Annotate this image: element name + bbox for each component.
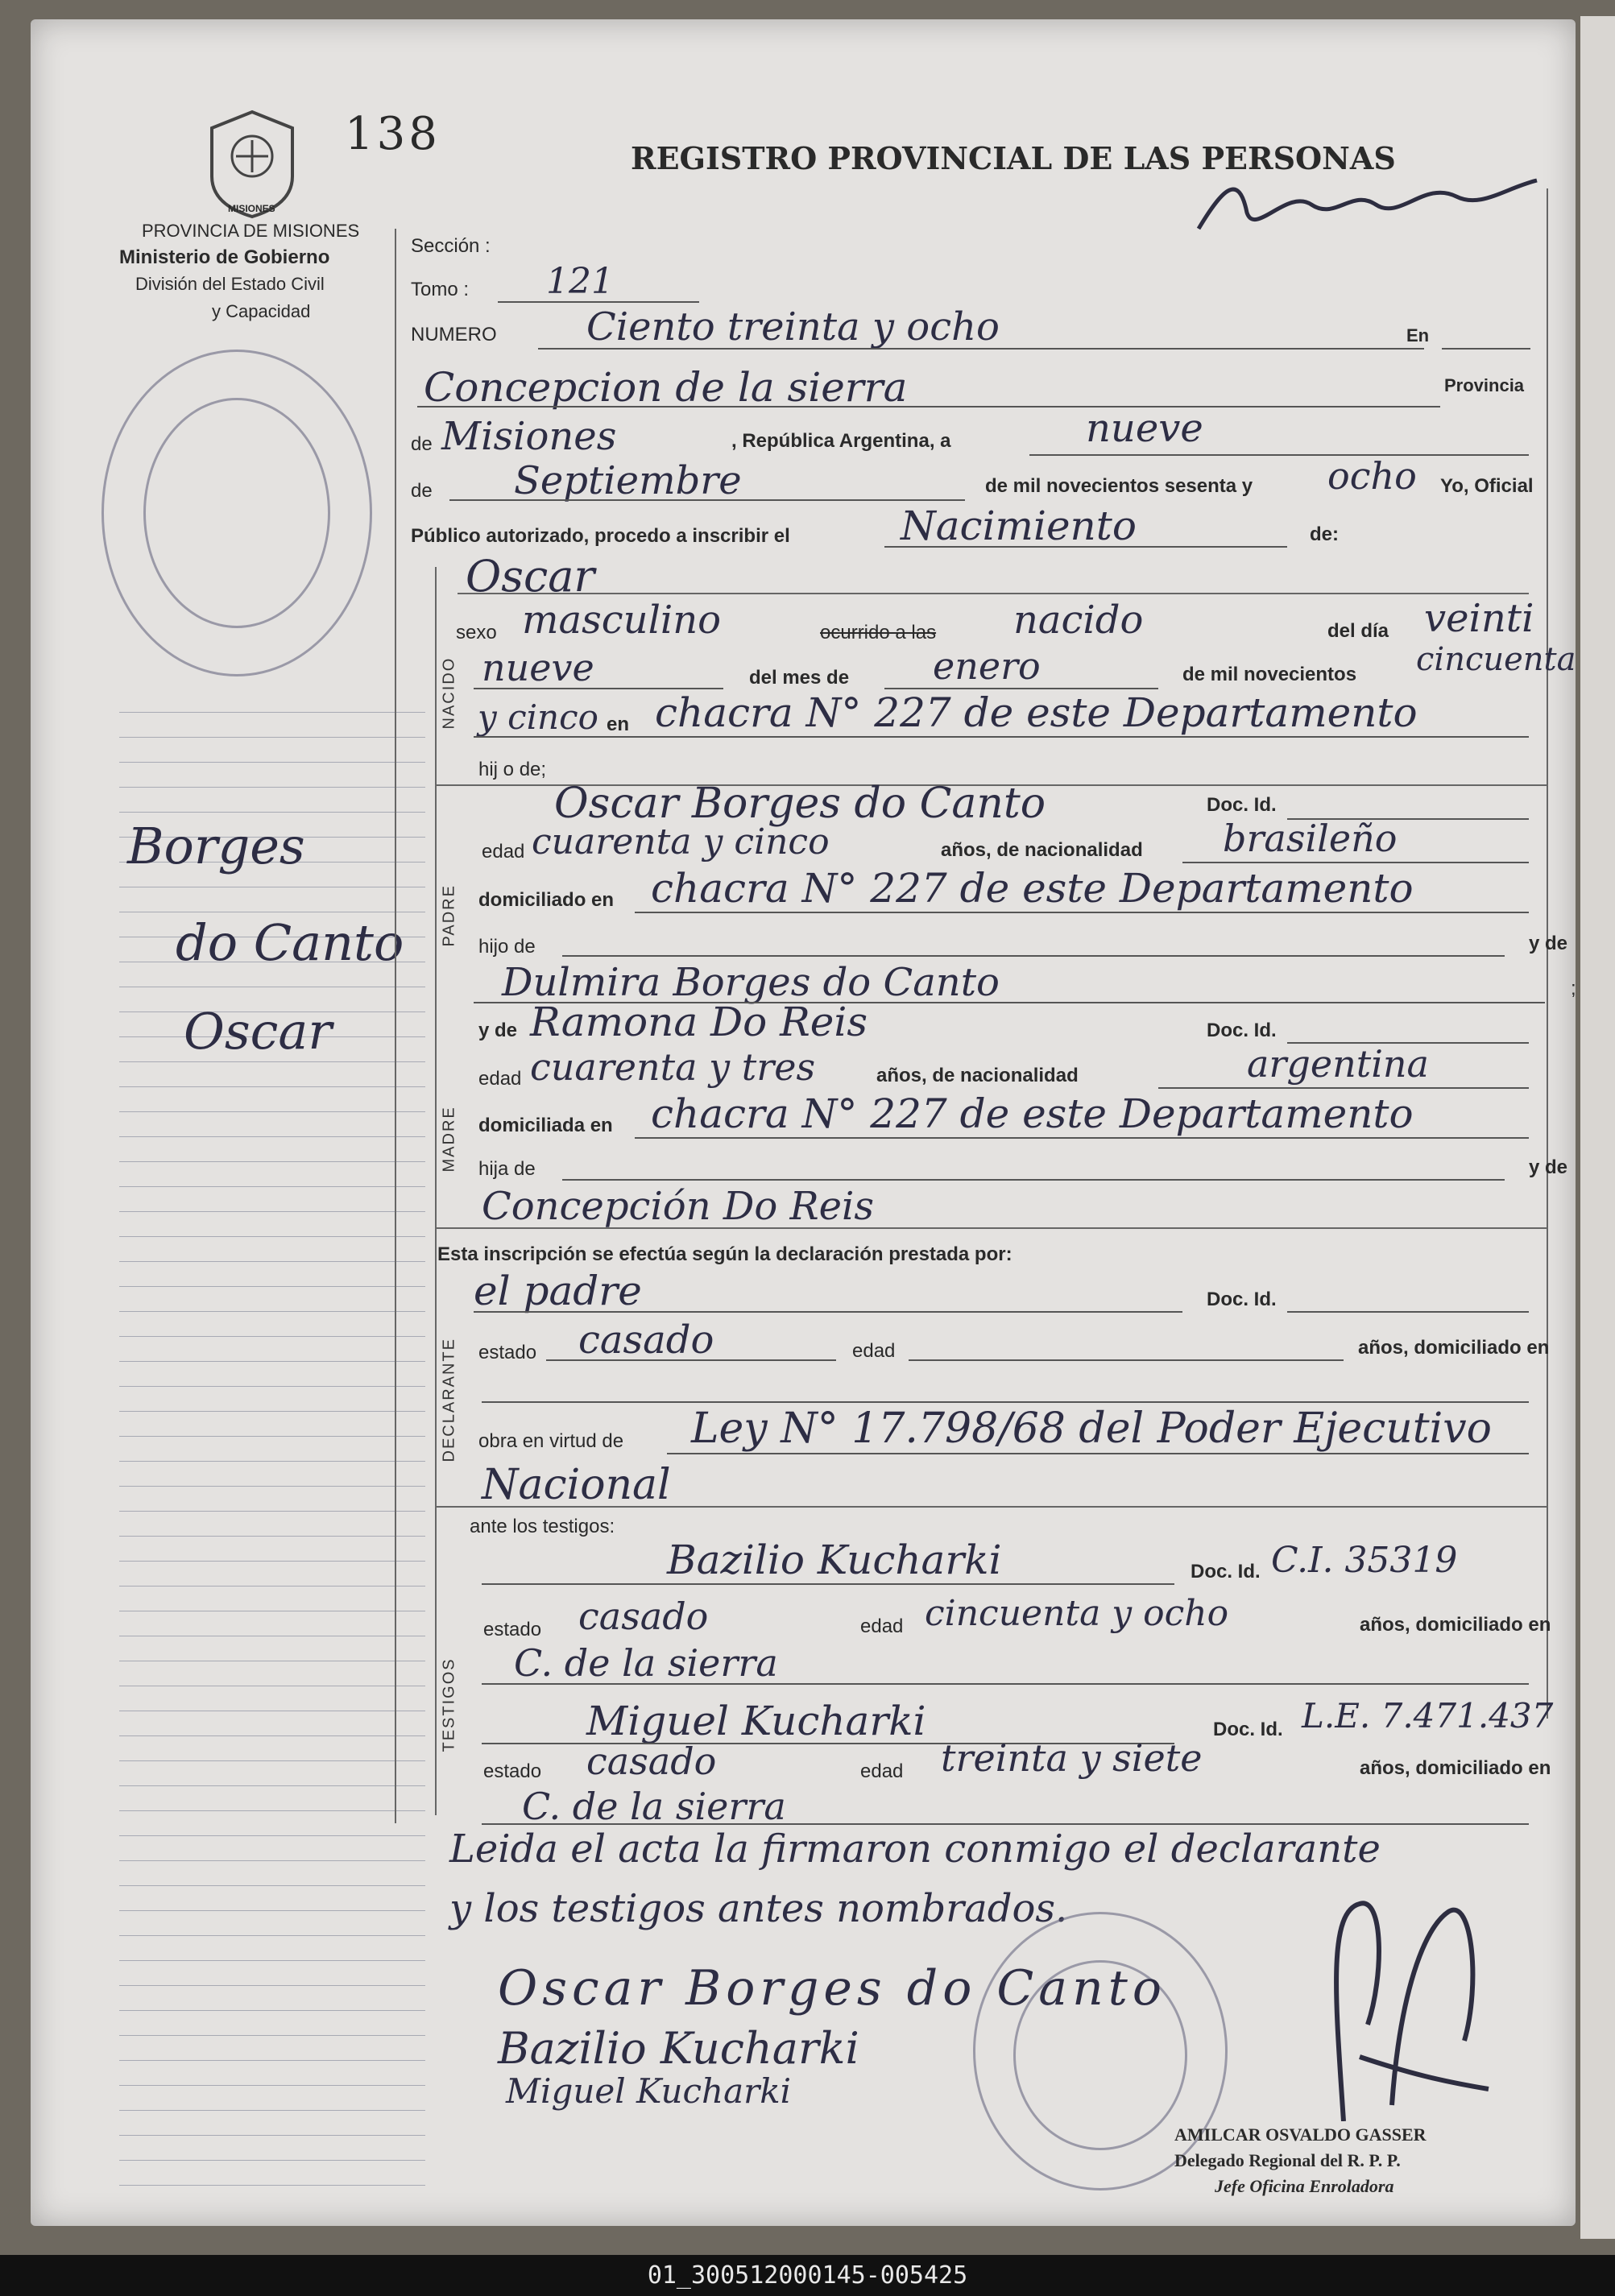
margin-rule-line xyxy=(119,2160,425,2161)
father-name: Oscar Borges do Canto xyxy=(554,780,1046,828)
declarant-estado: casado xyxy=(578,1318,714,1363)
ocurrido-label: ocurrido a las xyxy=(820,622,937,643)
margin-rule-line xyxy=(119,2185,425,2186)
nacido-section-label: NACIDO xyxy=(440,656,458,730)
en-line xyxy=(1442,348,1530,350)
declarant-dom-line xyxy=(482,1401,1529,1403)
margin-rule-line xyxy=(119,1935,425,1936)
margin-rule-line xyxy=(119,1236,425,1237)
witness2-edad-label: edad xyxy=(860,1760,904,1782)
margin-rule-line xyxy=(119,1885,425,1886)
margin-rule-line xyxy=(119,1960,425,1961)
year-label: de mil novecientos sesenta y xyxy=(985,475,1253,497)
official-name: AMILCAR OSVALDO GASSER xyxy=(1174,2124,1427,2145)
margin-rule-line xyxy=(119,1586,425,1587)
declarante-bottom-line xyxy=(435,1506,1547,1508)
birth-place: chacra N° 227 de este Departamento xyxy=(655,689,1418,736)
witness1-edad: cincuenta y ocho xyxy=(925,1593,1229,1634)
father-nac-line xyxy=(1182,862,1529,863)
margin-rule-line xyxy=(119,1910,425,1911)
declarant-doc-label: Doc. Id. xyxy=(1207,1289,1277,1310)
witness2-dom-line xyxy=(482,1823,1529,1825)
province-emblem xyxy=(204,108,300,221)
del-dia-label: del día xyxy=(1327,620,1389,642)
witness2-anios-label: años, domiciliado en xyxy=(1360,1757,1551,1779)
declarant-anios-label: años, domiciliado en xyxy=(1358,1337,1550,1359)
mother-nac-label: años, de nacionalidad xyxy=(876,1065,1079,1086)
declarant-estado-line xyxy=(546,1359,836,1361)
birth-place-line xyxy=(474,736,1529,738)
declarant-doc-line xyxy=(1287,1311,1529,1313)
signature-official xyxy=(1311,1880,1529,2121)
tomo-line xyxy=(498,301,699,303)
father-semicolon: ; xyxy=(1571,978,1576,999)
margin-rule-line xyxy=(119,2035,425,2036)
de-colon-label: de: xyxy=(1310,523,1339,545)
testigos-section-label: TESTIGOS xyxy=(440,1657,458,1752)
margin-rule-line xyxy=(119,1835,425,1836)
mother-parent: Concepción Do Reis xyxy=(482,1184,875,1229)
declarant-estado-label: estado xyxy=(478,1342,537,1363)
witness1-name: Bazilio Kucharki xyxy=(667,1537,1002,1583)
father-dom-line xyxy=(635,912,1529,913)
mother-nac-line xyxy=(1158,1087,1529,1089)
month-line xyxy=(449,499,965,501)
month-value: Septiembre xyxy=(514,458,742,503)
margin-rule-line xyxy=(119,1311,425,1312)
madre-bottom-line xyxy=(435,1227,1547,1229)
margin-rule-line xyxy=(119,1386,425,1387)
witness1-dom: C. de la sierra xyxy=(514,1641,778,1685)
margin-rule-line xyxy=(119,1111,425,1112)
margin-rule-line xyxy=(119,712,425,713)
witness1-anios-label: años, domiciliado en xyxy=(1360,1614,1551,1636)
numero-label: NUMERO xyxy=(411,324,497,345)
margin-surname-1: Borges xyxy=(127,817,305,875)
file-id-caption: 01_300512000145-005425 xyxy=(0,2255,1615,2296)
witness1-edad-label: edad xyxy=(860,1615,904,1637)
mother-nationality: argentina xyxy=(1247,1042,1429,1086)
place-line xyxy=(417,406,1440,407)
mother-age: cuarenta y tres xyxy=(530,1045,816,1089)
province-name: PROVINCIA DE MISIONES xyxy=(142,221,360,241)
obra-line xyxy=(667,1453,1529,1454)
signature-top-right xyxy=(1191,156,1545,245)
anio-label: de mil novecientos xyxy=(1182,664,1357,685)
margin-rule-line xyxy=(119,1361,425,1362)
next-page-edge xyxy=(1580,16,1615,2239)
closing-line-1: Leida el acta la firmaron conmigo el declarante xyxy=(449,1826,1381,1872)
declarante-section-label: DECLARANTE xyxy=(440,1338,458,1462)
margin-rule-line xyxy=(119,737,425,738)
witness1-name-line xyxy=(482,1583,1174,1585)
provincia-label: Provincia xyxy=(1444,375,1525,395)
mother-name: Ramona Do Reis xyxy=(530,999,868,1045)
act-value: Nacimiento xyxy=(901,503,1137,549)
margin-surname-2: do Canto xyxy=(176,913,404,972)
numero-value: Ciento treinta y ocho xyxy=(586,304,1000,350)
province-value: Misiones xyxy=(441,414,617,459)
signature-declarant: Oscar Borges do Canto xyxy=(498,1960,1166,2017)
margin-rule-line xyxy=(119,1336,425,1337)
en-label: En xyxy=(1406,325,1430,345)
margin-given-name: Oscar xyxy=(184,1002,332,1061)
place-value: Concepcion de la sierra xyxy=(424,364,908,411)
ministry-name: Ministerio de Gobierno xyxy=(119,246,330,268)
birth-year-b: y cinco xyxy=(478,697,598,737)
mother-dom-line xyxy=(635,1137,1529,1139)
mother-doc-label: Doc. Id. xyxy=(1207,1020,1277,1041)
witness2-estado: casado xyxy=(586,1740,717,1783)
sexo-value: masculino xyxy=(522,598,722,643)
witness1-doc: C.I. 35319 xyxy=(1271,1540,1458,1581)
form-left-border xyxy=(395,229,396,1823)
year-value: ocho xyxy=(1327,454,1417,498)
margin-rule-line xyxy=(119,1735,425,1736)
section-left-border xyxy=(435,567,437,1815)
official-office: Jefe Oficina Enroladora xyxy=(1215,2176,1394,2196)
margin-rule-line xyxy=(119,2110,425,2111)
margin-rule-line xyxy=(119,1286,425,1287)
declarant-name-line xyxy=(474,1311,1182,1313)
witness1-doc-label: Doc. Id. xyxy=(1191,1561,1261,1582)
mother-hija-label: hija de xyxy=(478,1158,536,1180)
emblem-label: MISIONES xyxy=(228,203,275,214)
birth-day-b: nueve xyxy=(482,646,594,689)
birth-month: enero xyxy=(933,644,1041,688)
mother-hija-line xyxy=(562,1179,1505,1181)
margin-rule-line xyxy=(119,1086,425,1087)
mes-label: del mes de xyxy=(749,667,850,689)
margin-rule-line xyxy=(119,1785,425,1786)
birth-year-a: cincuenta xyxy=(1416,641,1576,678)
father-dom-label: domiciliado en xyxy=(478,889,615,911)
yo-label: Yo, Oficial xyxy=(1440,475,1534,497)
father-nac-label: años, de nacionalidad xyxy=(941,839,1143,861)
de-label: de xyxy=(411,433,433,455)
numero-line xyxy=(538,348,1424,350)
closing-line-2: y los testigos antes nombrados. xyxy=(449,1886,1068,1931)
declarante-intro: Esta inscripción se efectúa según la declaración prestada por: xyxy=(437,1243,1012,1265)
day-value: nueve xyxy=(1086,406,1203,451)
capacity-name: y Capacidad xyxy=(212,301,311,321)
margin-rule-line xyxy=(119,1461,425,1462)
page-number: 138 xyxy=(345,108,441,160)
declarant-edad-label: edad xyxy=(852,1340,896,1362)
margin-rule-line xyxy=(119,1561,425,1562)
margin-rule-line xyxy=(119,1211,425,1212)
register-page xyxy=(31,19,1576,2226)
mother-dom-label: domiciliada en xyxy=(478,1115,613,1136)
tomo-label: Tomo : xyxy=(411,279,470,300)
declarant-edad-line xyxy=(909,1359,1344,1361)
margin-rule-line xyxy=(119,1760,425,1761)
margin-rule-line xyxy=(119,1411,425,1412)
margin-rule-line xyxy=(119,1186,425,1187)
margin-rule-line xyxy=(119,2010,425,2011)
mother-yde-label-2: y de xyxy=(1529,1156,1568,1178)
father-hijo-line xyxy=(562,955,1505,957)
tomo-value: 121 xyxy=(546,261,614,302)
margin-rule-line xyxy=(119,1486,425,1487)
father-doc-label: Doc. Id. xyxy=(1207,794,1277,816)
ante-label: ante los testigos: xyxy=(470,1516,615,1537)
father-hijo-label: hijo de xyxy=(478,936,536,958)
father-age: cuarenta y cinco xyxy=(532,821,830,863)
margin-rule-line xyxy=(119,787,425,788)
sexo-label: sexo xyxy=(456,622,497,643)
margin-rule-line xyxy=(119,1436,425,1437)
witness1-estado: casado xyxy=(578,1595,709,1638)
father-yde-label: y de xyxy=(1529,933,1568,954)
publico-label: Público autorizado, procedo a inscribir el xyxy=(411,525,790,547)
margin-rule-line xyxy=(119,1136,425,1137)
madre-section-label: MADRE xyxy=(440,1106,458,1173)
day-line xyxy=(1029,454,1529,456)
birth-day-a: veinti xyxy=(1424,596,1534,641)
declarant-name: el padre xyxy=(474,1268,642,1314)
division-name: División del Estado Civil xyxy=(135,274,325,294)
witness2-name: Miguel Kucharki xyxy=(586,1698,926,1744)
page-title: REGISTRO PROVINCIAL DE LAS PERSONAS xyxy=(631,140,1396,176)
margin-rule-line xyxy=(119,1860,425,1861)
hijo-de-label: hij o de; xyxy=(478,759,547,780)
margin-rule-line xyxy=(119,2135,425,2136)
witness2-edad: treinta y siete xyxy=(941,1736,1203,1780)
father-edad-label: edad xyxy=(482,841,525,863)
margin-rule-line xyxy=(119,762,425,763)
margin-rule-line xyxy=(119,1536,425,1537)
father-domicile: chacra N° 227 de este Departamento xyxy=(651,865,1414,912)
republica-label: , República Argentina, a xyxy=(731,430,951,452)
witness2-dom: C. de la sierra xyxy=(522,1785,786,1828)
margin-rule-line xyxy=(119,1261,425,1262)
obra-label: obra en virtud de xyxy=(478,1430,624,1452)
margin-rule-line xyxy=(119,812,425,813)
witness2-doc: L.E. 7.471.437 xyxy=(1302,1696,1554,1735)
act-line xyxy=(884,546,1287,548)
registry-stamp-left-inner xyxy=(143,398,330,628)
mother-domicile: chacra N° 227 de este Departamento xyxy=(651,1090,1414,1137)
margin-rule-line xyxy=(119,1985,425,1986)
child-name: Oscar xyxy=(466,551,595,602)
margin-rule-line xyxy=(119,1161,425,1162)
de-label-2: de xyxy=(411,480,433,502)
father-parent: Dulmira Borges do Canto xyxy=(502,960,1000,1005)
witness1-estado-label: estado xyxy=(483,1619,542,1640)
mother-edad-label: edad xyxy=(478,1068,522,1090)
child-name-line xyxy=(458,593,1529,594)
signature-witness1: Bazilio Kucharki xyxy=(498,2023,859,2074)
margin-rule-line xyxy=(119,2085,425,2086)
obra-value: Ley N° 17.798/68 del Poder Ejecutivo xyxy=(691,1404,1492,1453)
margin-rule-line xyxy=(119,1810,425,1811)
father-nationality: brasileño xyxy=(1223,817,1398,860)
margin-rule-line xyxy=(119,1061,425,1062)
obra-value-2: Nacional xyxy=(482,1461,671,1509)
seccion-label: Sección : xyxy=(411,235,491,257)
padre-section-label: PADRE xyxy=(440,884,458,947)
mother-yde-label: y de xyxy=(478,1020,518,1041)
witness1-dom-line xyxy=(482,1683,1529,1685)
margin-rule-line xyxy=(119,1511,425,1512)
en-label-nacido: en xyxy=(607,714,630,735)
margin-rule-line xyxy=(119,2060,425,2061)
witness2-doc-label: Doc. Id. xyxy=(1213,1719,1283,1740)
nacido-value: nacido xyxy=(1013,598,1144,643)
witness2-estado-label: estado xyxy=(483,1760,542,1782)
signature-witness2: Miguel Kucharki xyxy=(506,2071,792,2111)
official-role: Delegado Regional del R. P. P. xyxy=(1174,2150,1401,2170)
